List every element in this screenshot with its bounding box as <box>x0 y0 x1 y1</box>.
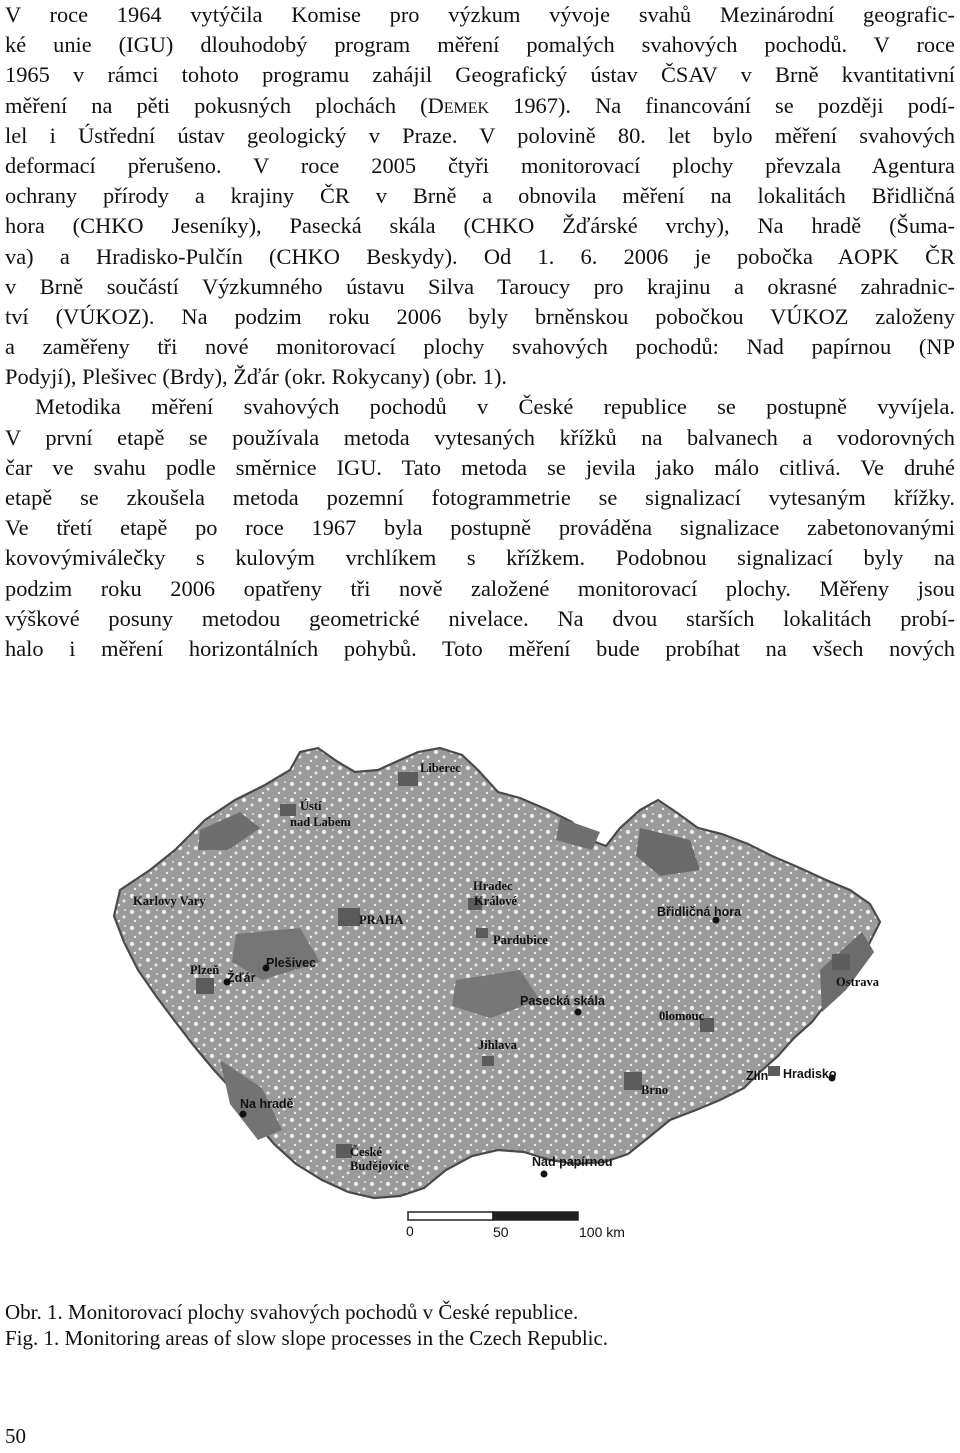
body-line: ochrany přírody a krajiny ČR v Brně a obnovila měření na lokalitách Břidličná <box>5 183 955 209</box>
body-line: a zaměřeny tři nové monitorovací plochy svahových pochodů: Nad papírnou (NP <box>5 334 955 360</box>
figure-caption-cz: Obr. 1. Monitorovací plochy svahových pochodů v České republice. <box>5 1300 579 1324</box>
body-line-start: měření na pěti pokusných plochách ( <box>5 92 428 118</box>
city-area-ostrava <box>832 954 850 970</box>
map-label-hradec-2: Králové <box>474 894 518 908</box>
map-label-bridlicna: Břidličná hora <box>657 905 742 919</box>
scale-label-end: 100 km <box>579 1224 625 1240</box>
body-line: čar ve svahu podle směrnice IGU. Tato metoda se jevila jako málo citlivá. Ve druhé <box>5 454 955 480</box>
city-area-liberec <box>398 772 418 786</box>
body-line: V první etapě se používala metoda vytesaných křížků na balvanech a vodorovných <box>5 424 955 450</box>
body-line: halo i měření horizontálních pohybů. Toto měření bude probíhat na všech nových <box>5 635 955 661</box>
scale-label-zero: 0 <box>406 1223 414 1239</box>
body-line: v Brně součástí Výzkumného ústavu Silva Taroucy pro krajinu a okrasné zahradnic- <box>5 273 955 299</box>
map-label-ceske-2: Budějovice <box>350 1159 410 1173</box>
body-line: Podyjí), Plešivec (Brdy), Žďár (okr. Rokycany) (obr. 1). <box>5 364 507 390</box>
city-area-zlin <box>768 1066 780 1076</box>
site-marker-pasecka <box>575 1009 582 1016</box>
map-label-plzen: Plzeň <box>190 963 220 977</box>
body-line: va) a Hradisko-Pulčín (CHKO Beskydy). Od 1. 6. 2006 je pobočka AOPK ČR <box>5 243 955 269</box>
body-line: tví (VÚKOZ). Na podzim roku 2006 byly brněnskou pobočkou VÚKOZ založeny <box>5 303 955 329</box>
map-label-liberec: Liberec <box>420 761 461 775</box>
site-marker-nad-papirnou <box>541 1171 548 1178</box>
figure-caption-en: Fig. 1. Monitoring areas of slow slope processes in the Czech Republic. <box>5 1326 609 1350</box>
map-figure <box>0 700 960 1260</box>
body-line: deformací přerušeno. V roce 2005 čtyři monitorovací plochy převzala Agentura <box>5 152 955 178</box>
body-line-end: Na financování se později podí- <box>595 92 955 118</box>
map-label-plesivec: Plešivec <box>266 956 317 970</box>
map-label-olomouc: 0lomouc <box>659 1009 705 1023</box>
body-line: výškové posuny metodou geometrické nivelace. Na dvou starších lokalitách probí- <box>5 605 955 631</box>
body-line: 1965 v rámci tohoto programu zahájil Geografický ústav ČSAV v Brně kvantitativní <box>5 62 955 88</box>
citation-author: Demek <box>427 92 490 118</box>
citation-year: 1967). <box>489 92 571 118</box>
site-marker-na-hrade <box>240 1111 247 1118</box>
map-label-ceske-1: České <box>350 1145 382 1159</box>
map-label-jihlava: Jihlava <box>478 1038 517 1052</box>
city-area-pardubice <box>476 928 488 938</box>
body-line: Ve třetí etapě po roce 1967 byla postupně prováděna signalizace zabetonovanými <box>5 515 955 541</box>
map-label-zdar: Žďár <box>227 971 256 985</box>
map-label-brno: Brno <box>641 1083 669 1097</box>
city-area-jihlava <box>482 1056 494 1066</box>
city-area-praha <box>338 908 360 926</box>
map-label-pasecka: Pasecká skála <box>520 994 605 1008</box>
body-line: lel i Ústřední ústav geologický v Praze. V polovině 80. let bylo měření svahových <box>5 122 955 148</box>
city-area-brno <box>624 1072 642 1090</box>
map-label-hradisko: Hradisko <box>783 1067 837 1081</box>
map-label-nad-papirnou: Nad papírnou <box>532 1155 613 1169</box>
body-line: V roce 1964 vytýčila Komise pro výzkum vývoje svahů Mezinárodní geografic- <box>5 2 955 27</box>
map-label-usti-2: nad Labem <box>290 815 351 829</box>
map-label-praha: PRAHA <box>359 913 404 927</box>
body-line: kovovýmiválečky s kulovým vrchlíkem s křížkem. Podobnou signalizací byly na <box>5 545 955 571</box>
body-line: podzim roku 2006 opatřeny tři nově založené monitorovací plochy. Měřeny jsou <box>5 575 955 601</box>
scale-label-mid: 50 <box>493 1224 509 1240</box>
city-area-plzen <box>196 978 214 994</box>
body-line: hora (CHKO Jeseníky), Pasecká skála (CHKO Žďárské vrchy), Na hradě (Šuma- <box>5 213 955 239</box>
scale-bar <box>406 1212 625 1240</box>
body-line: ké unie (IGU) dlouhodobý program měření pomalých svahových pochodů. V roce <box>5 32 955 58</box>
body-line: Metodika měření svahových pochodů v České republice se postupně vyvíjela. <box>35 394 955 420</box>
map-label-hradec-1: Hradec <box>473 879 513 893</box>
map-label-usti-1: Ústí <box>300 799 322 813</box>
page-number: 50 <box>5 1424 26 1448</box>
map-label-zlin: Zlín <box>746 1069 769 1083</box>
map-label-karlovy-vary: Karlovy Vary <box>133 894 206 908</box>
map-label-pardubice: Pardubice <box>493 933 548 947</box>
body-line-citation <box>5 91 955 121</box>
map-label-ostrava: Ostrava <box>836 975 880 989</box>
czech-republic-map <box>0 700 960 1260</box>
map-label-na-hrade: Na hradě <box>240 1097 294 1111</box>
body-text <box>5 0 955 664</box>
body-line: etapě se zkoušela metoda pozemní fotogrammetrie se signalizací vytesaným křížky. <box>5 485 955 510</box>
